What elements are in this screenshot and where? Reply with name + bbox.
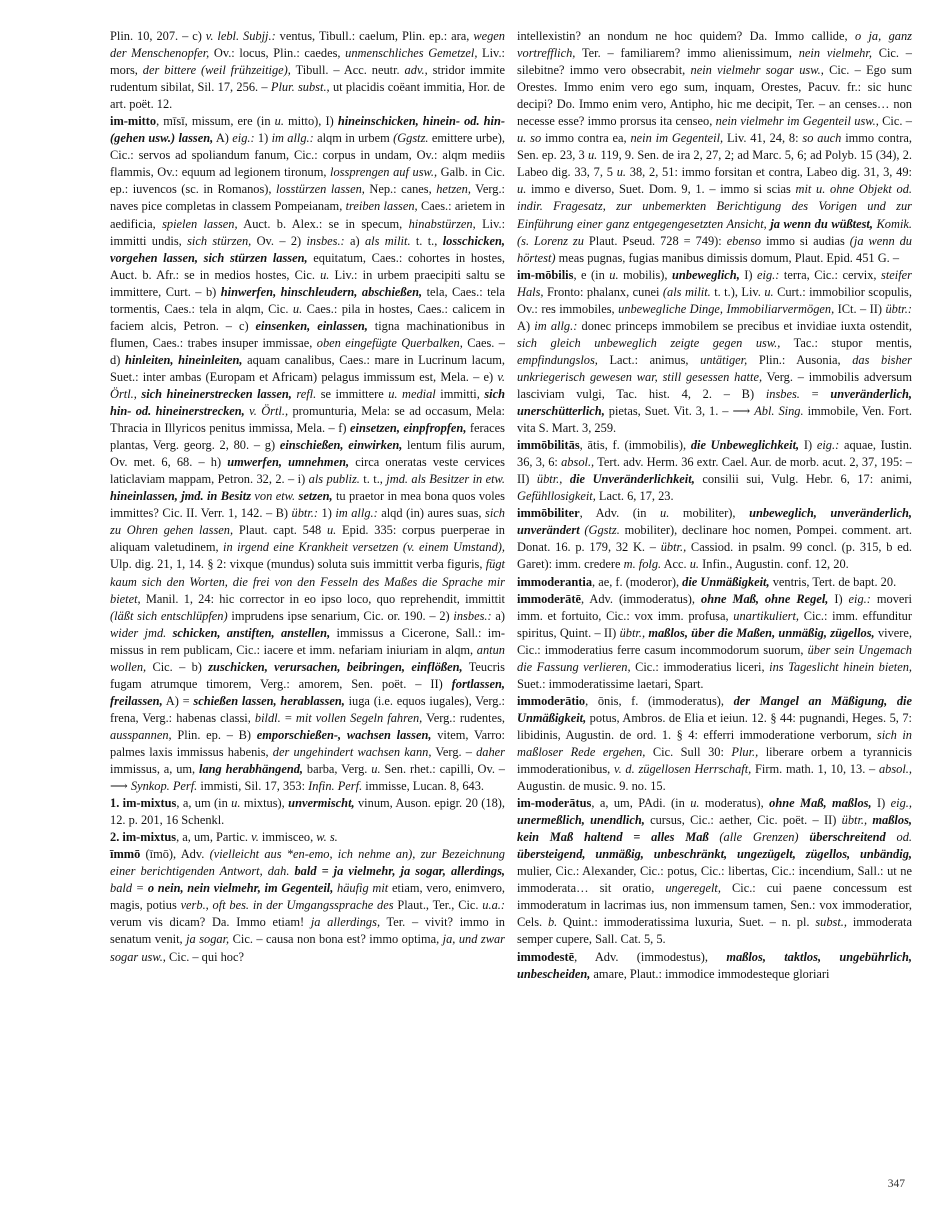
right-entry: im-mōbilis, e (in u. mobilis), unbeweglich, I) eig.: terra, Cic.: cervix, steifer Hals, Fronto: phalanx, cunei (als milit. t. t.), Liv. u. Curt.: immobilior scopulis, Ov.: res immobiles, unbewegliche Dinge, Immobiliarvermögen, ICt. – II) übtr.: A) im allg.: donec princeps immobilem se precibus et invidiae iuxta ostendit, sich gleich unbeweglich zeigte gegen usw., Tac.: stupor mentis, empfindungslos, Lact.: animus, untätiger, Plin.: Ausonia, das bisher unkriegerisch gewesen war, still gesessen hatte, Verg. – immobilis adversum lasciviam vulgi, Tac. hist. 4, 2. – B) insbes. = unveränderlich, unerschütterlich, pietas, Suet. Vit. 3, 1. – ⟶ Abl. Sing. immobile, Ven. Fort. vita S. Mart. 3, 259. [517, 267, 913, 436]
left-entry: 1. im-mixtus, a, um (in u. mixtus), unvermischt, vinum, Auson. epigr. 20 (18), 12. p. 201, 16 Schenkl. [110, 796, 506, 828]
right-entry: immōbiliter, Adv. (in u. mobiliter), unbeweglich, unveränderlich, unverändert (Ggstz. mobiliter), declinare hoc nomen, Pompei. comment. art. Donat. 16. p. 179, 32 K. – übtr., Cassiod. in psalm. 99 concl. (p. 315, b ed. Garet): imm. credere m. folg. Acc. u. Infin., Augustin. conf. 12, 20. [517, 506, 912, 572]
left-entry: 2. im-mixtus, a, um, Partic. v. immisceo, w. s. [110, 830, 338, 845]
right-entry: immoderātē, Adv. (immoderatus), ohne Maß, ohne Regel, I) eig.: moveri imm. et fortuito, Cic.: vox imm. profusa, unartikuliert, Cic.: imm. effunditur spiritus, Quint. – II) übtr., maßlos, über die Maßen, unmäßig, zügellos, vivere, Cic.: immoderatius ferre casum incommodorum suorum, über sein Ungemach die Fassung verlieren, Cic.: immoderatius liceri, ins Tageslicht hinein bieten, Suet.: immoderatissime laetari, Spart. [517, 591, 913, 691]
left-entry: im-mitto, mīsī, missum, ere (in u. mitto), I) hineinschicken, hinein- od. hin- (gehen usw.) lassen, A) eig.: 1) im allg.: alqm in urbem (Ggstz. emittere urbe), Cic.: servos ad spoliandum fanum, Cic.: corpus in undam, Ov.: alqm mediis flammis, Ov.: equum ad legionem tironum, lossprengen auf usw., Galb. in Cic. ep.: iuvencos (sc. in Romanos), losstürzen lassen, Nep.: canes, hetzen, Verg.: naves pice completas in classem Pompeianam, treiben lassen, Caes.: arietem in aedificia, spielen lassen, Auct. b. Alex.: se in specum, hinabstürzen, Liv.: immitti undis, sich stürzen, Ov. – 2) insbes.: a) als milit. t. t., losschicken, vorgehen lassen, sich stürzen lassen, equitatum, Caes.: cohortes in hostes, Auct. b. Afr.: se in medios hostes, Cic. u. Liv.: in urbem praecipiti saltu se immittere, Curt. – b) hinwerfen, hinschleudern, abschießen, tela, Caes.: tela tormentis, Caes.: tela in alqm, Cic. u. Caes.: pila in hostes, Caes.: calicem in faciem alcis, Petron. – c) einsenken, einlassen, tigna machinationibus in flumen, Caes.: trabes insuper immissae, oben eingefügte Querbalken, Caes. – d) hinleiten, hineinleiten, aquam canalibus, Caes.: mare in Lucrinum lacum, Suet.: inter ambas (Europam et Africam) pelagus immissum est, Mela. – e) v. Örtl., sich hineinerstrecken lassen, refl. se immittere u. medial immitti, sich hin- od. hineinerstrecken, v. Örtl., promunturia, Mela: se ad occasum, Mela: Thracia in Illyricos penitus immissa, Mela. – f) einsetzen, einpfropfen, feraces plantas, Verg. georg. 2, 80. – g) einschießen, einwirken, lentum filis aurum, Ov. met. 6, 68. – h) umwerfen, umnehmen, circa oneratas veste cervices laticlaviam mappam, Petron. 32, 2. – i) als publiz. t. t., jmd. als Besitzer in etw. hineinlassen, jmd. in Besitz von etw. setzen, tu praetor in mea bona quos voles immittes? Cic. II. Verr. 1, 142. – B) übtr.: 1) im allg.: alqd (in) aures suas, sich zu Ohren gehen lassen, Plaut. capt. 548 u. Epid. 335: corpus puerperae in aliquam valetudinem, in irgend eine Krankheit versetzen (v. einem Umstand), Ulp. dig. 21, 1, 14. § 2: vixque (mundus) soluta suis immittit verba figuris, fügt kaum sich den Worten, die frei von den Fesseln des Maßes die Sprache mir bietet, Manil. 1, 24: hic corrector in eo ipso loco, quo reprehendit, immittit (läßt sich entschlüpfen) imprudens ipse senarium, Cic. or. 190. – 2) insbes.: a) wider jmd. schicken, anstiften, anstellen, immissus a Cicerone, Sall.: immissus in rem publicam, Cic.: iacere et imm. nefariam iniuriam in alqm, antun wollen, Cic. – b) zuschicken, verursachen, beibringen, einflößen, Teucris fugam atrumque timorem, Verg.: amorem, Sen. poët. – II) fortlassen, freilassen, A) = schießen lassen, herablassen, iuga (i.e. equos iugales), Verg.: frena, Verg.: habenas classi, bildl. = mit vollen Segeln fahren, Verg.: rudentes, ausspannen, Plin. ep. – B) emporschießen-, wachsen lassen, vitem, Varro: palmes laxis immissus habenis, der ungehindert wachsen kann, Verg. – daher immissus, a, um, lang herabhängend, barba, Verg. u. Sen. rhet.: capilli, Ov. – ⟶ Synkop. Perf. immisti, Sil. 17, 353: Infin. Perf. immisse, Lucan. 8, 643. [110, 114, 506, 794]
right-entry: intellexistin? an nondum ne hoc quidem? Da. Immo callide, o ja, ganz vortrefflich, Ter. – familiarem? immo alienissimum, nein vielmehr, Cic. – silebitne? immo vero obsecrabit, nein vielmehr sogar usw., Cic. – Ego sum Orestes. Immo enim vero ego sum, inquam, Orestes, Pacuv. fr.: sic hunc decipi? Do. Immo enim vero, Antipho, hic me decipit, Ter. – an censes… non necesse esse? immo prorsus ita censeo, nein vielmehr im Gegenteil usw., Cic. – u. so immo contra ea, nein im Gegenteil, Liv. 41, 24, 8: so auch immo contra, Sen. ep. 23, 3 u. 119, 9. Sen. de ira 2, 27, 2; ad Marc. 5, 6; ad Polyb. 15 (34), 2. Labeo dig. 33, 7, 5 u. 38, 2, 51: immo forsitan et contra, Labeo dig. 31, 3, 49: u. immo e diverso, Suet. Dom. 9, 1. – immo si scias mit u. ohne Objekt od. indir. Fragesatz, zur unbemerkten Berichtigung des Vorigen und zur Einführung einer ganz entgegengesetzten Ansicht, ja wenn du wüßtest, Komik. (s. Lorenz zu Plaut. Pseud. 728 = 749): ebenso immo si audias (ja wenn du hörtest) meas pugnas, fugias manibus dimissis domum, Plaut. Epid. 451 G. – [517, 29, 912, 265]
left-entry: Plin. 10, 207. – c) v. lebl. Subjj.: ventus, Tibull.: caelum, Plin. ep.: ara, wegen der Menschenopfer, Ov.: locus, Plin.: caedes, unmenschliches Gemetzel, Liv.: mors, der bittere (weil frühzeitige), Tibull. – Acc. neutr. adv., stridor immite rudentum sibilat, Sil. 17, 256. – Plur. subst., ut placidis coëant immitia, Hor. de art. poët. 12. [110, 29, 505, 112]
page-number: 347 [887, 1178, 905, 1190]
right-entry: immoderātio, ōnis, f. (immoderatus), der Mangel an Mäßigung, die Unmäßigkeit, potus, Ambros. de Elia et ieiun. 12. § 44: pugnandi, Heges. 5, 7: libidinis, Augustin. de ord. 1. § 4: efferri immoderatione verborum, sich in maßloser Rede ergehen, Cic. Sull 30: Plur., liberare orbem a tyrannicis immoderationibus, v. d. zügellosen Herrschaft, Firm. math. 1, 10, 13. – absol., Augustin. de music. 9. no. 15. [517, 693, 913, 794]
right-entry: immoderantia, ae, f. (moderor), die Unmäßigkeit, ventris, Tert. de bapt. 20. [517, 574, 897, 589]
right-entry: immōbilitās, ātis, f. (immobilis), die Unbeweglichkeit, I) eig.: aquae, Iustin. 36, 3, 6: absol., Tert. adv. Herm. 36 extr. Cael. Aur. de morb. acut. 2, 37, 195: – II) übtr., die Unveränderlichkeit, consilii sui, Vulg. Hebr. 6, 17: animi, Gefühllosigkeit, Lact. 6, 17, 23. [517, 438, 913, 504]
right-column [517, 28, 912, 983]
left-entry: īmmō (īmō), Adv. (vielleicht aus *en-emo, ich nehme an), zur Bezeichnung einer berichtigenden Antwort, dah. bald = ja vielmehr, ja sogar, allerdings, bald = o nein, nein vielmehr, im Gegenteil, häufig mit etiam, vero, enimvero, magis, potius verb., oft bes. in der Umgangssprache des Plaut., Ter., Cic. u.a.: verum vis dicam? Da. Immo etiam! ja allerdings, Ter. – vivit? immo in senatum venit, ja sogar, Cic. – causa non bona est? immo optima, ja, und zwar sogar usw., Cic. – qui hoc? [110, 847, 505, 964]
left-column [110, 28, 505, 966]
right-entry: immodestē, Adv. (immodestus), maßlos, taktlos, ungebührlich, unbescheiden, amare, Plaut.: immodice immodesteque gloriari [517, 949, 913, 981]
right-entry: im-moderātus, a, um, PAdi. (in u. moderatus), ohne Maß, maßlos, I) eig., unermeßlich, unendlich, cursus, Cic.: aether, Cic. poët. – II) übtr., maßlos, kein Maß haltend = alles Maß (alle Grenzen) überschreitend od. übersteigend, unmäßig, unbeschränkt, ungezügelt, zügellos, unbändig, mulier, Cic.: Alexander, Cic.: potus, Cic.: libertas, Cic.: incendium, Sall.: ut ne immoderata… sit oratio, ungeregelt, Cic.: cui paene concessum est immoderatum in lacrimas ius, non immensum tamen, Sen.: vox immoderatior, Cels. b. Quint.: immoderatissima luxuria, Suet. – n. pl. subst., immoderata semper cupere, Sall. Cat. 5, 5. [517, 796, 912, 947]
